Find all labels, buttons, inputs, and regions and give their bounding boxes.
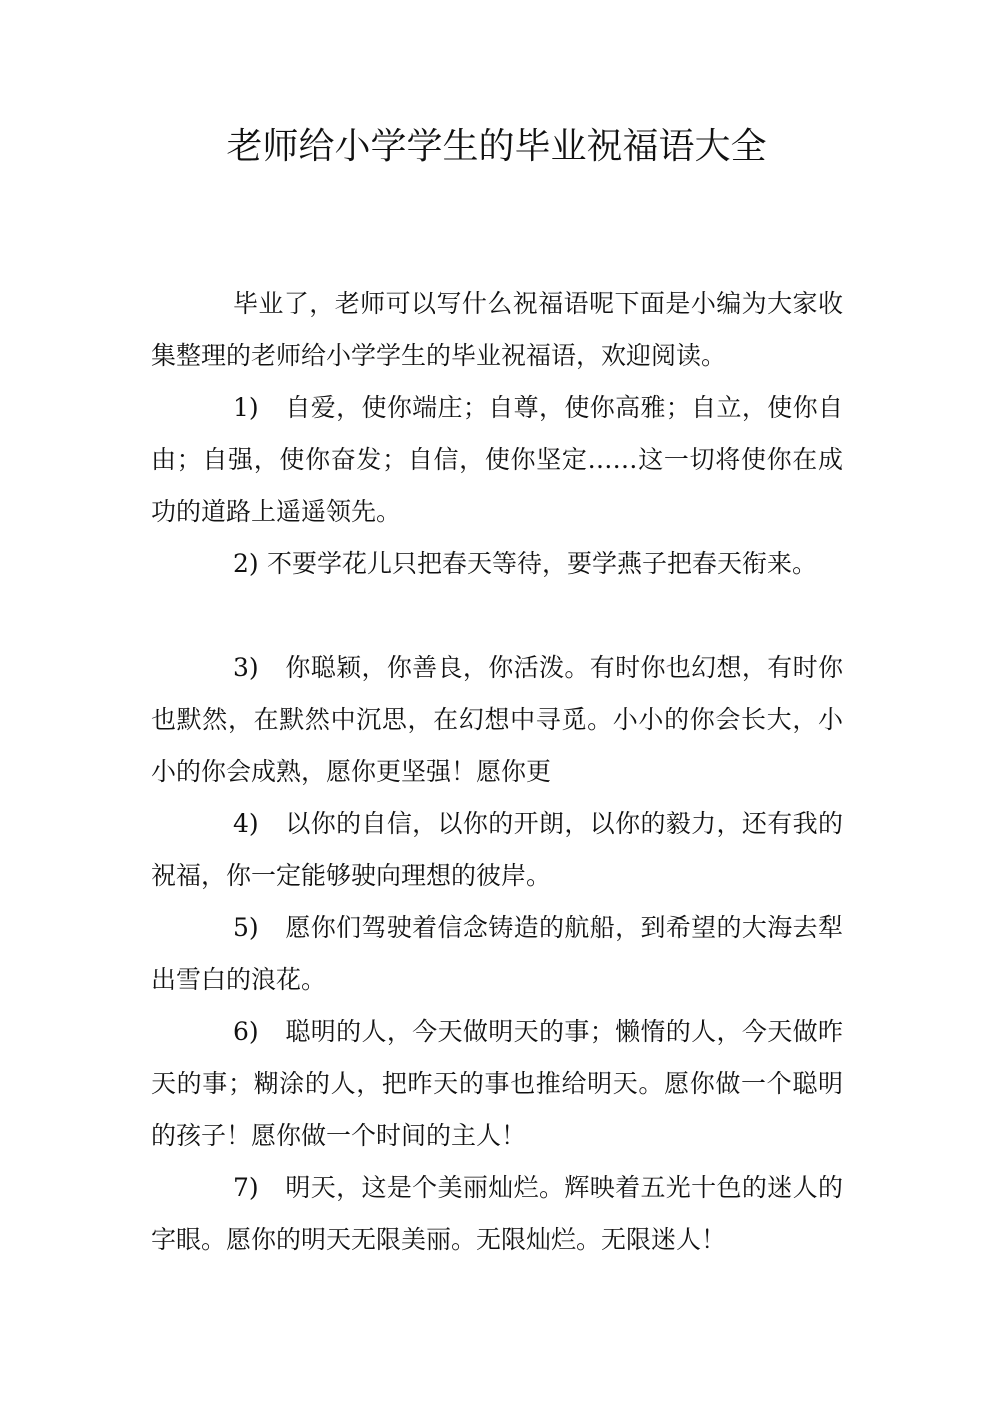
item-text: 聪明的人，今天做明天的事；懒惰的人，今天做昨天的事；糊涂的人，把昨天的事也推给明天。愿你做一个聪明的孩子！愿你做一个时间的主人！ bbox=[151, 1017, 843, 1150]
list-item bbox=[151, 1006, 843, 1162]
item-number: 2) bbox=[233, 549, 259, 578]
item-text: 明天，这是个美丽灿烂。辉映着五光十色的迷人的字眼。愿你的明天无限美丽。无限灿烂。无限迷人！ bbox=[151, 1173, 843, 1254]
document-title: 老师给小学学生的毕业祝福语大全 bbox=[226, 126, 767, 167]
item-text: 以你的自信，以你的开朗，以你的毅力，还有我的祝福，你一定能够驶向理想的彼岸。 bbox=[151, 809, 843, 890]
item-text: 自爱，使你端庄；自尊，使你高雅；自立，使你自由；自强，使你奋发；自信，使你坚定……这一切将使你在成功的道路上遥遥领先。 bbox=[151, 393, 843, 526]
intro-text: 毕业了，老师可以写什么祝福语呢下面是小编为大家收集整理的老师给小学学生的毕业祝福语，欢迎阅读。 bbox=[151, 289, 843, 370]
list-item bbox=[151, 902, 843, 1006]
list-item bbox=[151, 538, 843, 590]
item-number: 3) bbox=[233, 653, 259, 682]
item-text: 你聪颖，你善良，你活泼。有时你也幻想，有时你也默然，在默然中沉思，在幻想中寻觅。小小的你会长大，小小的你会成熟，愿你更坚强！愿你更 bbox=[151, 653, 843, 786]
item-number: 5) bbox=[233, 913, 259, 942]
list-item bbox=[151, 1162, 843, 1266]
list-item bbox=[151, 382, 843, 538]
item-text: 愿你们驾驶着信念铸造的航船，到希望的大海去犁出雪白的浪花。 bbox=[151, 913, 843, 994]
item-number: 6) bbox=[233, 1017, 259, 1046]
item-number: 7) bbox=[233, 1173, 259, 1202]
list-item bbox=[151, 798, 843, 902]
item-number: 4) bbox=[233, 809, 259, 838]
item-number: 1) bbox=[233, 393, 259, 422]
list-item bbox=[151, 642, 843, 798]
item-text: 不要学花儿只把春天等待，要学燕子把春天衔来。 bbox=[267, 549, 818, 578]
intro-paragraph bbox=[151, 278, 843, 382]
